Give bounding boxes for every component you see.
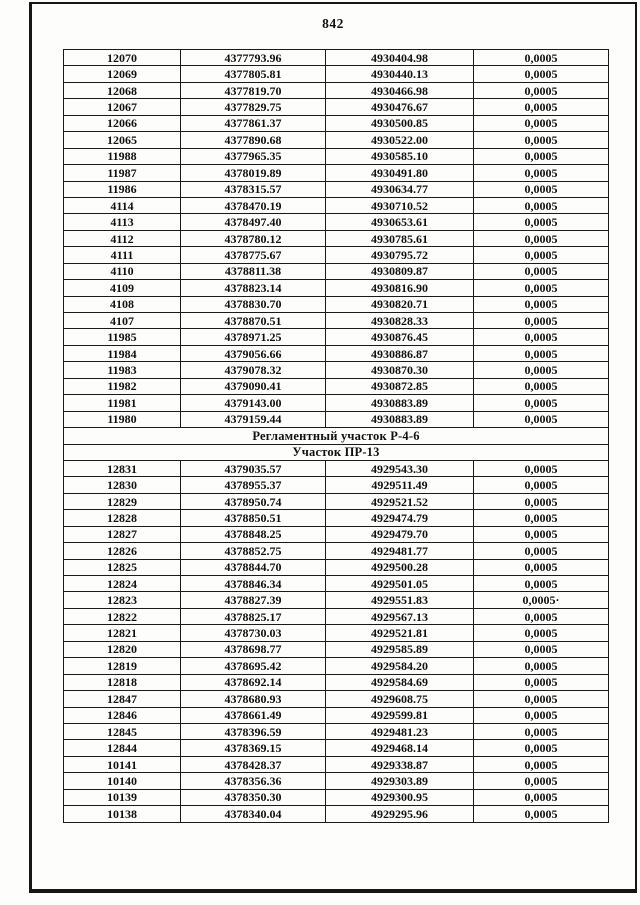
table-cell: 4378661.49: [181, 707, 326, 723]
table-cell: 4114: [64, 197, 181, 213]
table-cell: 0,0005: [474, 395, 609, 411]
table-cell: 4378340.04: [181, 806, 326, 822]
table-cell: 4929543.30: [326, 460, 474, 476]
table-cell: 4107: [64, 313, 181, 329]
table-row: [64, 165, 609, 181]
table-cell: 4377965.35: [181, 148, 326, 164]
table-cell: 4379159.44: [181, 411, 326, 427]
table-cell: 11987: [64, 165, 181, 181]
table-cell: 4378827.39: [181, 592, 326, 608]
table-row: [64, 576, 609, 592]
table-cell: 0,0005: [474, 66, 609, 82]
table-cell: 12826: [64, 543, 181, 559]
table-cell: 4929551.83: [326, 592, 474, 608]
table-cell: 4378971.25: [181, 329, 326, 345]
table-cell: 4929567.13: [326, 608, 474, 624]
table-row: [64, 477, 609, 493]
table-cell: 4929303.89: [326, 773, 474, 789]
table-cell: 4377829.75: [181, 99, 326, 115]
table-cell: 0,0005: [474, 329, 609, 345]
table-cell: 4378870.51: [181, 313, 326, 329]
table-cell: 0,0005: [474, 197, 609, 213]
table-cell: 0,0005: [474, 756, 609, 772]
table-cell: 4930809.87: [326, 263, 474, 279]
table-row: [64, 559, 609, 575]
table-cell: 12065: [64, 132, 181, 148]
table-cell: 11984: [64, 345, 181, 361]
table-row: [64, 148, 609, 164]
table-cell: 11986: [64, 181, 181, 197]
table-row: [64, 526, 609, 542]
table-cell: 12831: [64, 460, 181, 476]
table-cell: 4378698.77: [181, 641, 326, 657]
table-row: [64, 345, 609, 361]
table-row: [64, 214, 609, 230]
table-cell: 12823: [64, 592, 181, 608]
table-row: [64, 674, 609, 690]
table-cell: 4929584.20: [326, 658, 474, 674]
table-cell: 4378846.34: [181, 576, 326, 592]
table-cell: 12066: [64, 115, 181, 131]
table-cell: 4929500.28: [326, 559, 474, 575]
table-row: [64, 280, 609, 296]
table-cell: 4378775.67: [181, 247, 326, 263]
section-header: Регламентный участок Р-4-6: [64, 428, 609, 444]
table-cell: 0,0005: [474, 115, 609, 131]
table-cell: 12067: [64, 99, 181, 115]
table-cell: 4379078.32: [181, 362, 326, 378]
table-cell: 4378848.25: [181, 526, 326, 542]
table-cell: 4378780.12: [181, 230, 326, 246]
table-cell: 0,0005: [474, 658, 609, 674]
table-cell: 12824: [64, 576, 181, 592]
table-cell: 4377890.68: [181, 132, 326, 148]
table-row: [64, 641, 609, 657]
table-cell: 0,0005: [474, 559, 609, 575]
table-row: [64, 493, 609, 509]
table-cell: 0,0005: [474, 608, 609, 624]
table-row: [64, 510, 609, 526]
table-cell: 4113: [64, 214, 181, 230]
table-row: [64, 50, 609, 66]
table-row: [64, 313, 609, 329]
table-cell: 0,0005: [474, 576, 609, 592]
table-cell: 4378680.93: [181, 691, 326, 707]
table-cell: 4930872.85: [326, 378, 474, 394]
table-cell: 4377819.70: [181, 82, 326, 98]
table-row: [64, 740, 609, 756]
table-cell: 0,0005: [474, 411, 609, 427]
table-cell: 4929300.95: [326, 789, 474, 805]
table-cell: 0,0005: [474, 707, 609, 723]
table-cell: 0,0005: [474, 345, 609, 361]
table-cell: 4930883.89: [326, 395, 474, 411]
table-cell: 4378019.89: [181, 165, 326, 181]
table-cell: 11981: [64, 395, 181, 411]
table-cell: 4378830.70: [181, 296, 326, 312]
table-cell: 12846: [64, 707, 181, 723]
table-cell: 12819: [64, 658, 181, 674]
table-cell: 0,0005: [474, 740, 609, 756]
table-cell: 4379035.57: [181, 460, 326, 476]
table-cell: 11988: [64, 148, 181, 164]
table-row: [64, 806, 609, 822]
table-cell: 4378497.40: [181, 214, 326, 230]
table-cell: 12068: [64, 82, 181, 98]
table-cell: 11985: [64, 329, 181, 345]
table-cell: 4930816.90: [326, 280, 474, 296]
table-cell: 0,0005: [474, 674, 609, 690]
table-cell: 0,0005: [474, 247, 609, 263]
table-cell: 0,0005: [474, 263, 609, 279]
table-cell: 4111: [64, 247, 181, 263]
table-row: [64, 543, 609, 559]
table-cell: 4930870.30: [326, 362, 474, 378]
table-cell: 4930795.72: [326, 247, 474, 263]
table-cell: 4378811.38: [181, 263, 326, 279]
table-cell: 4378850.51: [181, 510, 326, 526]
table-cell: 4929599.81: [326, 707, 474, 723]
table-cell: 4930585.10: [326, 148, 474, 164]
table-cell: 4930710.52: [326, 197, 474, 213]
table-cell: 4930785.61: [326, 230, 474, 246]
table-cell: 12070: [64, 50, 181, 66]
table-cell: 4378369.15: [181, 740, 326, 756]
section-header-row: [64, 428, 609, 444]
table-cell: 12827: [64, 526, 181, 542]
table-cell: 4929479.70: [326, 526, 474, 542]
table-cell: 0,0005: [474, 362, 609, 378]
table-cell: 0,0005: [474, 789, 609, 805]
table-cell: 4930883.89: [326, 411, 474, 427]
table-cell: 12829: [64, 493, 181, 509]
table-row: [64, 658, 609, 674]
section-header-row: [64, 444, 609, 460]
table-cell: 4930634.77: [326, 181, 474, 197]
table-cell: 4929468.14: [326, 740, 474, 756]
section-header: Участок ПР-13: [64, 444, 609, 460]
table-cell: 12821: [64, 625, 181, 641]
table-cell: 12847: [64, 691, 181, 707]
table-cell: 12828: [64, 510, 181, 526]
table-row: [64, 99, 609, 115]
table-cell: 12818: [64, 674, 181, 690]
table-cell: 4109: [64, 280, 181, 296]
table-cell: 4110: [64, 263, 181, 279]
table-row: [64, 197, 609, 213]
table-row: [64, 789, 609, 805]
table-cell: 4930820.71: [326, 296, 474, 312]
table-cell: 0,0005: [474, 165, 609, 181]
table-row: [64, 115, 609, 131]
table-cell: 12822: [64, 608, 181, 624]
table-cell: 0,0005: [474, 378, 609, 394]
table-cell: 10139: [64, 789, 181, 805]
table-cell: 4377805.81: [181, 66, 326, 82]
table-cell: 10140: [64, 773, 181, 789]
table-cell: 4378844.70: [181, 559, 326, 575]
table-cell: 0,0005: [474, 132, 609, 148]
table-cell: 4930886.87: [326, 345, 474, 361]
coordinates-table-body: [64, 50, 609, 823]
table-cell: 0,0005: [474, 477, 609, 493]
table-cell: 11983: [64, 362, 181, 378]
table-cell: 4930440.13: [326, 66, 474, 82]
table-cell: 4377861.37: [181, 115, 326, 131]
table-cell: 0,0005: [474, 691, 609, 707]
table-cell: 0,0005: [474, 82, 609, 98]
table-row: [64, 263, 609, 279]
table-cell: 4378470.19: [181, 197, 326, 213]
table-cell: 4378823.14: [181, 280, 326, 296]
table-cell: 4929521.52: [326, 493, 474, 509]
table-cell: 4378350.30: [181, 789, 326, 805]
table-cell: 0,0005: [474, 493, 609, 509]
table-cell: 0,0005: [474, 510, 609, 526]
table-row: [64, 329, 609, 345]
table-cell: 0,0005: [474, 773, 609, 789]
table-cell: 0,0005: [474, 230, 609, 246]
table-cell: 0,0005: [474, 641, 609, 657]
table-row: [64, 773, 609, 789]
table-row: [64, 608, 609, 624]
table-cell: 12820: [64, 641, 181, 657]
coordinates-table: [63, 49, 609, 823]
table-cell: 4930500.85: [326, 115, 474, 131]
table-row: [64, 378, 609, 394]
table-row: [64, 592, 609, 608]
table-cell: 0,0005: [474, 313, 609, 329]
table-cell: 0,0005: [474, 625, 609, 641]
table-row: [64, 723, 609, 739]
table-cell: 4379143.00: [181, 395, 326, 411]
table-cell: 4378950.74: [181, 493, 326, 509]
table-cell: 4929521.81: [326, 625, 474, 641]
table-cell: 0,0005: [474, 723, 609, 739]
table-cell: 10141: [64, 756, 181, 772]
table-cell: 4930828.33: [326, 313, 474, 329]
table-cell: 4378396.59: [181, 723, 326, 739]
table-row: [64, 411, 609, 427]
table-cell: 0,0005: [474, 181, 609, 197]
table-cell: 4930476.67: [326, 99, 474, 115]
table-cell: 4929481.77: [326, 543, 474, 559]
page-number: 842: [322, 16, 344, 31]
table-row: [64, 707, 609, 723]
table-cell: 0,0005: [474, 806, 609, 822]
table-row: [64, 66, 609, 82]
table-row: [64, 756, 609, 772]
table-cell: 0,0005: [474, 526, 609, 542]
table-cell: 4929511.49: [326, 477, 474, 493]
table-cell: 0,0005: [474, 148, 609, 164]
table-cell: 0,0005: [474, 214, 609, 230]
table-cell: 0,0005: [474, 280, 609, 296]
table-row: [64, 296, 609, 312]
table-cell: 4929584.69: [326, 674, 474, 690]
table-cell: 4378315.57: [181, 181, 326, 197]
table-cell: 11982: [64, 378, 181, 394]
table-cell: 4378825.17: [181, 608, 326, 624]
table-cell: 0,0005·: [474, 592, 609, 608]
table-cell: 4930466.98: [326, 82, 474, 98]
table-row: [64, 181, 609, 197]
table-row: [64, 691, 609, 707]
table-cell: 4930404.98: [326, 50, 474, 66]
table-row: [64, 460, 609, 476]
table-cell: 0,0005: [474, 99, 609, 115]
table-cell: 0,0005: [474, 460, 609, 476]
table-row: [64, 132, 609, 148]
table-cell: 10138: [64, 806, 181, 822]
table-cell: 4929474.79: [326, 510, 474, 526]
table-row: [64, 362, 609, 378]
table-cell: 12825: [64, 559, 181, 575]
table-cell: 0,0005: [474, 296, 609, 312]
table-cell: 4379056.66: [181, 345, 326, 361]
table-cell: 4378692.14: [181, 674, 326, 690]
table-cell: 4929295.96: [326, 806, 474, 822]
table-cell: 4930491.80: [326, 165, 474, 181]
table-cell: 11980: [64, 411, 181, 427]
table-cell: 4378356.36: [181, 773, 326, 789]
table-cell: 4929501.05: [326, 576, 474, 592]
table-row: [64, 395, 609, 411]
table-cell: 4112: [64, 230, 181, 246]
table-cell: 0,0005: [474, 543, 609, 559]
table-row: [64, 82, 609, 98]
table-cell: 4378955.37: [181, 477, 326, 493]
table-cell: 4930522.00: [326, 132, 474, 148]
table-cell: 4930653.61: [326, 214, 474, 230]
table-cell: 4378852.75: [181, 543, 326, 559]
table-cell: 4377793.96: [181, 50, 326, 66]
table-cell: 4378428.37: [181, 756, 326, 772]
table-row: [64, 247, 609, 263]
table-cell: 12845: [64, 723, 181, 739]
table-cell: 4929585.89: [326, 641, 474, 657]
table-row: [64, 625, 609, 641]
table-cell: 4929608.75: [326, 691, 474, 707]
table-cell: 4929338.87: [326, 756, 474, 772]
table-cell: 12069: [64, 66, 181, 82]
table-cell: 4108: [64, 296, 181, 312]
table-cell: 4379090.41: [181, 378, 326, 394]
table-cell: 12830: [64, 477, 181, 493]
table-row: [64, 230, 609, 246]
table-cell: 4929481.23: [326, 723, 474, 739]
table-cell: 4378730.03: [181, 625, 326, 641]
table-cell: 12844: [64, 740, 181, 756]
table-cell: 4378695.42: [181, 658, 326, 674]
table-cell: 4930876.45: [326, 329, 474, 345]
table-cell: 0,0005: [474, 50, 609, 66]
